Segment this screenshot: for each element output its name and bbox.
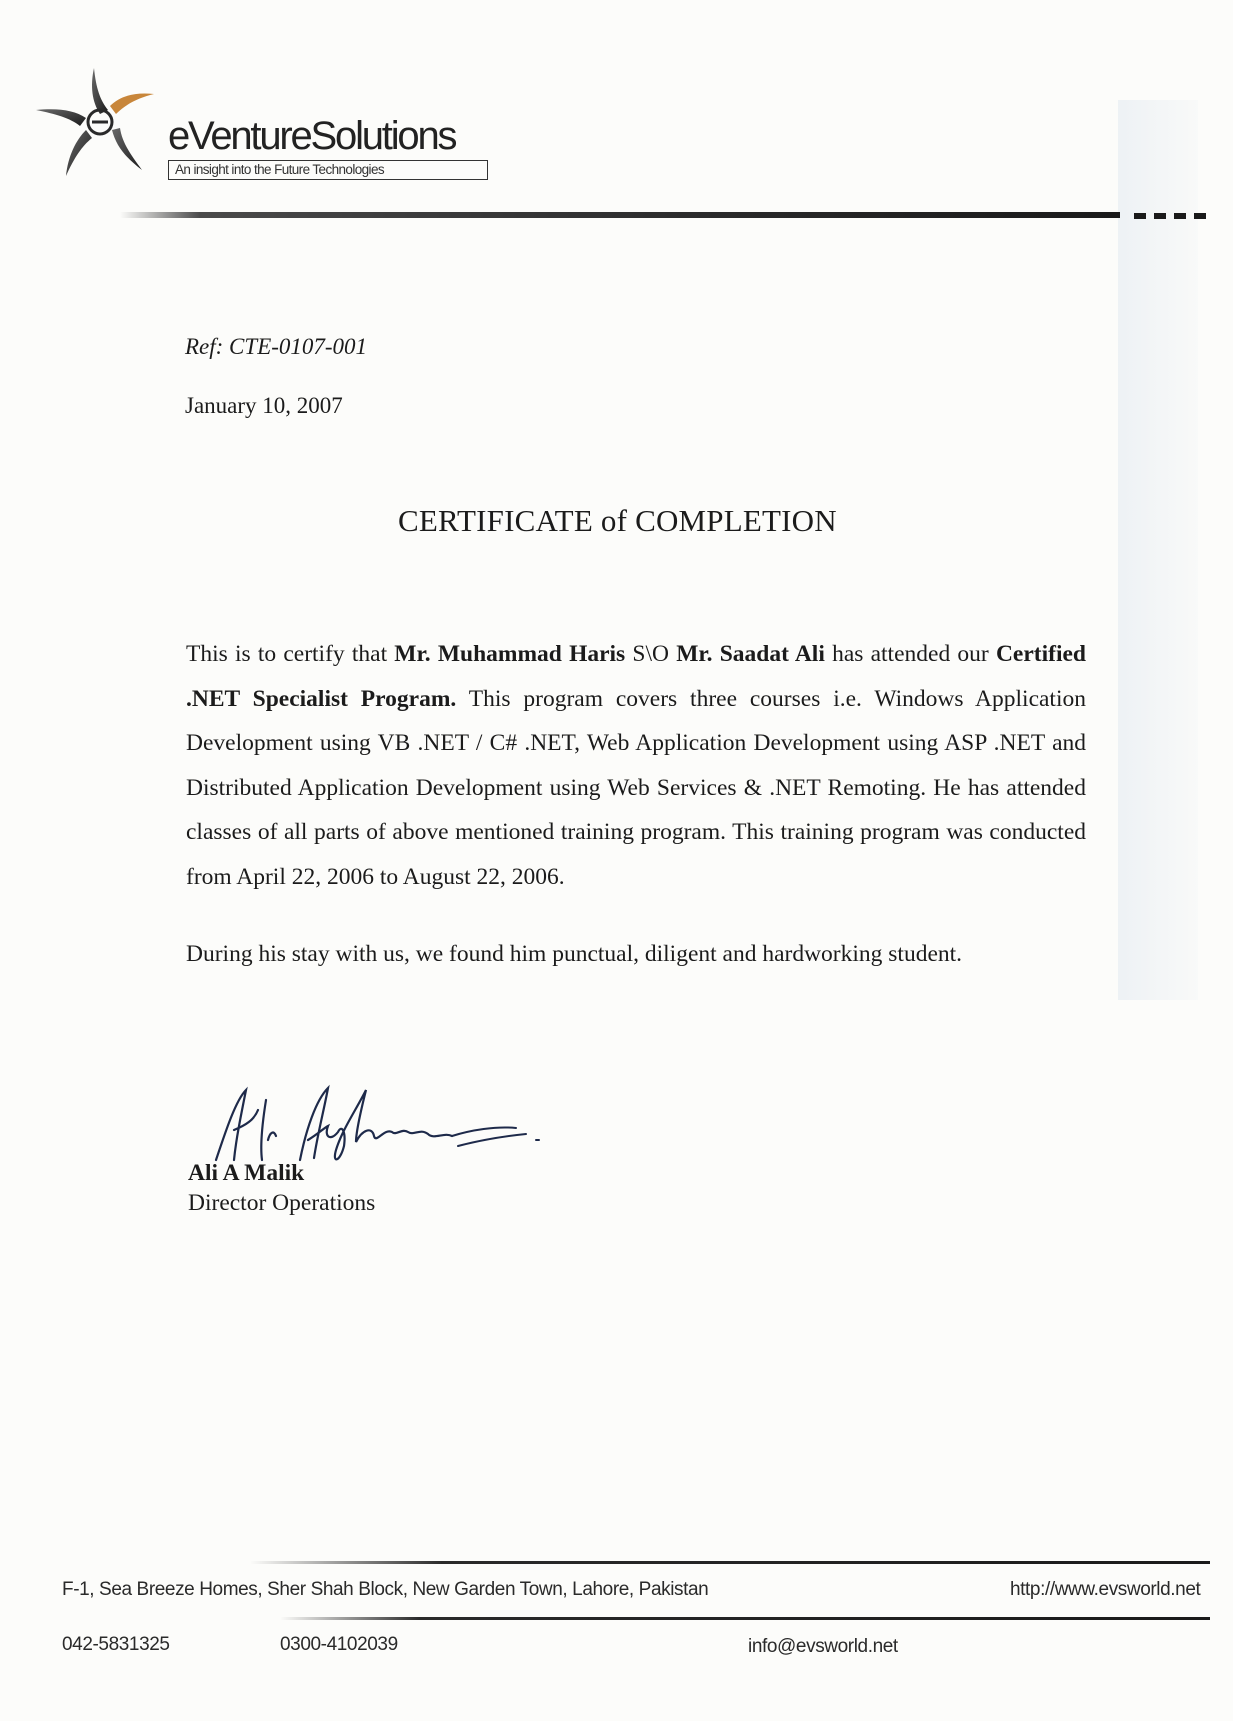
header-divider: [120, 212, 1120, 218]
letter-date: January 10, 2007: [185, 393, 343, 418]
footer-divider-top: [250, 1561, 1210, 1564]
signatory-title: Director Operations: [188, 1190, 376, 1216]
closing-remark: During his stay with us, we found him punctual, diligent and hardworking student.: [186, 941, 963, 967]
company-logo-icon: [34, 58, 164, 188]
company-tagline: An insight into the Future Technologies: [168, 160, 488, 180]
body-text-2: S\O: [625, 641, 677, 667]
father-name: Mr. Saadat Ali: [676, 641, 825, 667]
body-text-1: This is to certify that: [186, 641, 395, 667]
body-text-3: has attended our: [824, 641, 996, 667]
certificate-body: [186, 632, 1086, 899]
program-name: Certified .NET Specialist Program.: [186, 641, 1086, 712]
signatory-name: Ali A Malik: [188, 1160, 305, 1186]
footer-address: F-1, Sea Breeze Homes, Sher Shah Block, New Garden Town, Lahore, Pakistan: [62, 1579, 709, 1600]
company-name: eVentureSolutions: [168, 114, 456, 158]
footer-divider-middle: [280, 1617, 1210, 1620]
footer-phone-mobile: 0300-4102039: [280, 1634, 398, 1655]
footer-website[interactable]: http://www.evsworld.net: [1010, 1579, 1201, 1600]
scan-edge-shade: [1118, 100, 1198, 1000]
footer-email[interactable]: info@evsworld.net: [748, 1636, 898, 1657]
header-divider-dashes: [1134, 213, 1214, 219]
body-text-4: This program covers three courses i.e. Windows Application Development using VB .NET / C# .NET, Web Application Development using ASP .NET and Distributed Application Development using Web Services & .NET Remoting. He has attended classes of all parts of above mentioned training program. This training program was conducted from April 22, 2006 to August 22, 2006.: [186, 685, 1086, 890]
certificate-title: CERTIFICATE of COMPLETION: [398, 503, 837, 538]
student-name: Mr. Muhammad Haris: [394, 641, 626, 667]
footer-phone-landline: 042-5831325: [62, 1634, 170, 1655]
reference-number: Ref: CTE-0107-001: [185, 334, 368, 359]
